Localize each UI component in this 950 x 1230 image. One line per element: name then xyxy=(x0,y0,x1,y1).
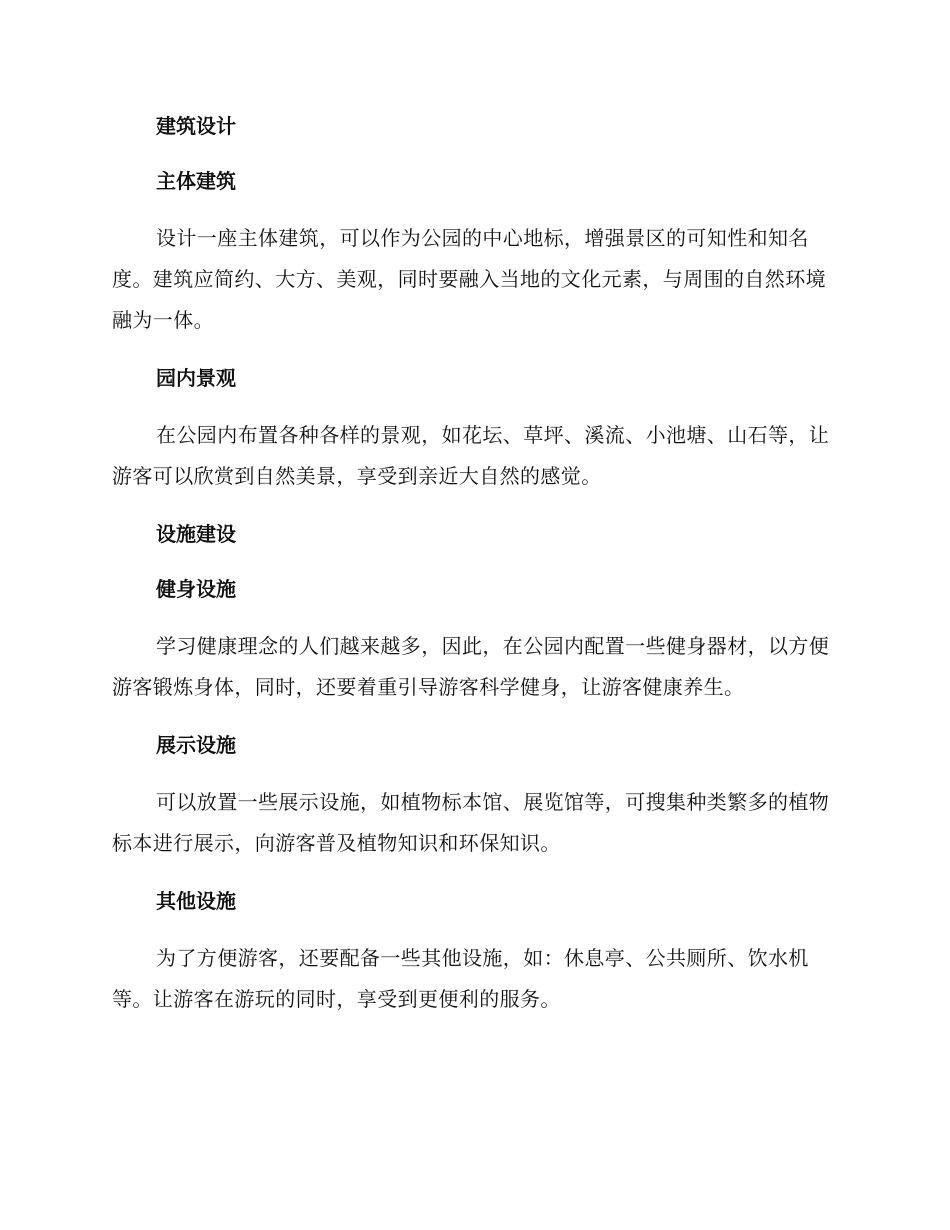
subsection-heading-park-landscape: 园内景观 xyxy=(156,366,236,390)
paragraph-other-facilities: 为了方便游客，还要配备一些其他设施，如：休息亭、公共厕所、饮水机等。让游客在游玩的同时，享受到更便利的服务。 xyxy=(112,946,809,1011)
section-heading-facility-construction: 设施建设 xyxy=(156,522,236,546)
paragraph-display-facilities: 可以放置一些展示设施，如植物标本馆、展览馆等，可搜集种类繁多的植物标本进行展示，向游客普及植物知识和环保知识。 xyxy=(112,790,830,855)
subsection-heading-fitness-facilities: 健身设施 xyxy=(156,577,236,601)
subsection-heading-main-building: 主体建筑 xyxy=(156,169,236,193)
document-page xyxy=(112,108,832,1039)
paragraph-main-building: 设计一座主体建筑，可以作为公园的中心地标，增强景区的可知性和知名度。建筑应简约、大方、美观，同时要融入当地的文化元素，与周围的自然环境融为一体。 xyxy=(112,226,826,332)
section-heading-architecture-design: 建筑设计 xyxy=(156,114,236,138)
subsection-heading-display-facilities: 展示设施 xyxy=(156,733,236,757)
subsection-heading-other-facilities: 其他设施 xyxy=(156,889,236,913)
paragraph-fitness-facilities: 学习健康理念的人们越来越多，因此，在公园内配置一些健身器材，以方便游客锻炼身体，同时，还要着重引导游客科学健身，让游客健康养生。 xyxy=(112,634,830,699)
paragraph-park-landscape: 在公园内布置各种各样的景观，如花坛、草坪、溪流、小池塘、山石等，让游客可以欣赏到自然美景，享受到亲近大自然的感觉。 xyxy=(112,423,830,488)
